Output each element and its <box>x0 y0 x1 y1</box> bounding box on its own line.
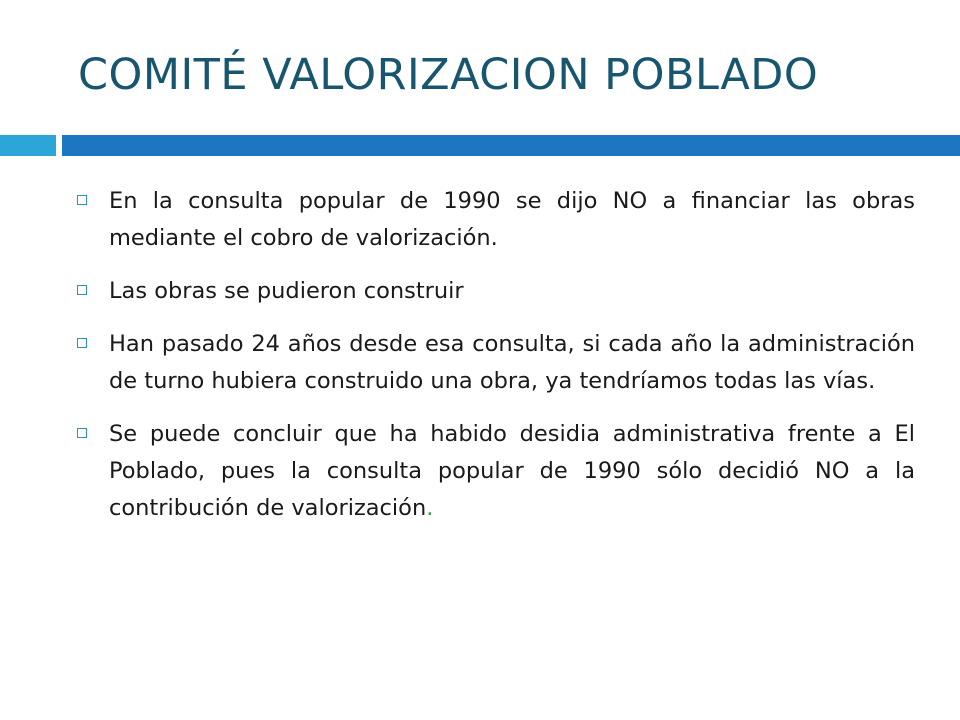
bullet-text: En la consulta popular de 1990 se dijo NO a financiar las obras mediante el cobro de valorización. <box>109 188 915 251</box>
slide-title: COMITÉ VALORIZACION POBLADO <box>78 50 819 100</box>
square-bullet-icon <box>77 195 87 205</box>
bullet-trailing-period: . <box>426 495 434 521</box>
bullet-list <box>75 183 915 543</box>
bullet-text: Se puede concluir que ha habido desidia administrativa frente a El Poblado, pues la consulta popular de 1990 sólo decidió NO a la contribución de valorización <box>109 421 915 521</box>
bullet-item <box>75 326 915 400</box>
bullet-text: Han pasado 24 años desde esa consulta, si cada año la administración de turno hubiera construido una obra, ya tendríamos todas las vías. <box>109 331 915 394</box>
square-bullet-icon <box>77 428 87 438</box>
bullet-item <box>75 273 915 310</box>
square-bullet-icon <box>77 285 87 295</box>
title-accent-bar-right <box>62 135 960 156</box>
square-bullet-icon <box>77 338 87 348</box>
bullet-item <box>75 416 915 527</box>
bullet-item <box>75 183 915 257</box>
bullet-text: Las obras se pudieron construir <box>109 278 464 304</box>
title-accent-bar-left <box>0 135 56 156</box>
